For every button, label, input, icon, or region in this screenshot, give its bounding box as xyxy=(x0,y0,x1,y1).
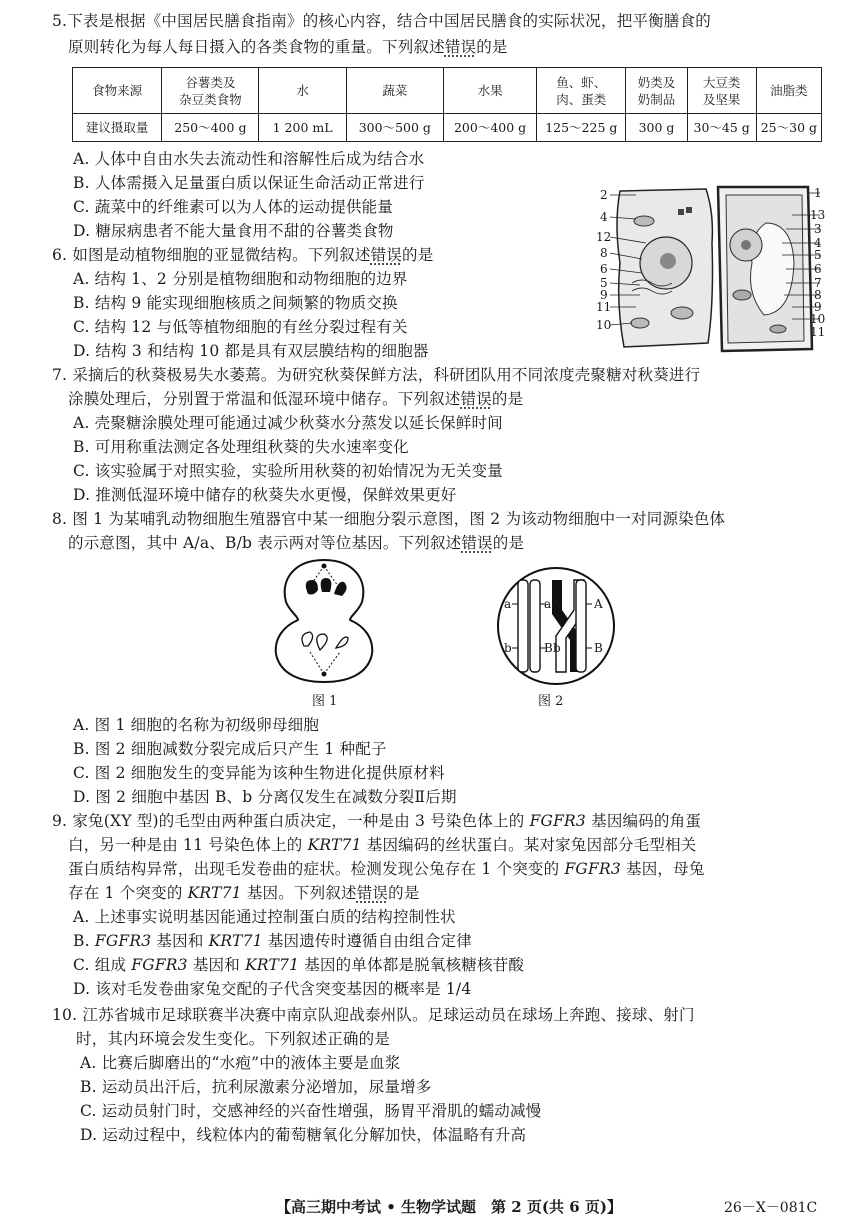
chromosome-drawing xyxy=(490,566,622,686)
figure-label: 5 xyxy=(814,248,822,262)
page-footer: 【高三期中考试 • 生物学试题 第 2 页(共 6 页)】 xyxy=(276,1198,622,1216)
gene-name: FGFR3 xyxy=(564,860,621,878)
figure-label: 12 xyxy=(596,230,612,244)
figure-label: 6 xyxy=(814,262,822,276)
table-header-cell: 食物来源 xyxy=(73,68,162,114)
figure-label: 10 xyxy=(596,318,612,332)
figure-label: 7 xyxy=(814,276,822,290)
paper-code: 26－X－081C xyxy=(724,1200,818,1216)
figure-label: 2 xyxy=(600,188,608,202)
table-header-cell: 大豆类 及坚果 xyxy=(687,68,756,114)
q10-option-a: A. 比赛后脚磨出的“水疱”中的液体主要是血浆 xyxy=(80,1054,401,1072)
q5-stem-line2: 原则转化为每人每日摄入的各类食物的重量。下列叙述错误的是 xyxy=(68,38,508,56)
q5-stem-line1: 5.下表是根据《中国居民膳食指南》的核心内容，结合中国居民膳食的实际状况，把平衡膳食的 xyxy=(52,12,711,30)
allele-label: b xyxy=(504,641,512,655)
figure-2-caption: 图 2 xyxy=(538,694,564,709)
q8-emphasis: 错误 xyxy=(461,534,493,552)
table-cell: 250～400 g xyxy=(162,114,259,142)
table-cell: 125～225 g xyxy=(537,114,626,142)
table-header-cell: 水 xyxy=(259,68,346,114)
q9-stem-line4: 存在 1 个突变的 KRT71 基因。下列叙述错误的是 xyxy=(68,884,420,902)
q9-option-a: A. 上述事实说明基因能通过控制蛋白质的结构控制性状 xyxy=(73,908,456,926)
q7-stem-line2: 涂膜处理后，分别置于常温和低湿环境中储存。下列叙述错误的是 xyxy=(68,390,524,408)
table-header-cell: 谷薯类及 杂豆类食物 xyxy=(162,68,259,114)
cell-structure-figure xyxy=(596,183,828,355)
table-header-cell: 鱼、虾、 肉、蛋类 xyxy=(537,68,626,114)
q8-option-c: C. 图 2 细胞发生的变异能为该种生物进化提供原材料 xyxy=(73,764,445,782)
q6-option-d: D. 结构 3 和结构 10 都是具有双层膜结构的细胞器 xyxy=(73,342,429,360)
q6-option-c: C. 结构 12 与低等植物细胞的有丝分裂过程有关 xyxy=(73,318,408,336)
figure-label: 4 xyxy=(814,236,822,250)
q5-option-a: A. 人体中自由水失去流动性和溶解性后成为结合水 xyxy=(73,150,425,168)
q5-option-d: D. 糖尿病患者不能大量食用不甜的谷薯类食物 xyxy=(73,222,394,240)
q10-stem-line1: 10. 江苏省城市足球联赛半决赛中南京队迎战泰州队。足球运动员在球场上奔跑、接球、射门 xyxy=(52,1006,695,1024)
figure-label: 9 xyxy=(600,288,608,302)
figure-label: 5 xyxy=(600,276,608,290)
figure-label: 6 xyxy=(600,262,608,276)
figure-label: 11 xyxy=(810,325,826,339)
figure-1-caption: 图 1 xyxy=(312,694,338,709)
figure-2-chromosomes xyxy=(490,566,622,686)
q9-option-d: D. 该对毛发卷曲家兔交配的子代含突变基因的概率是 1/4 xyxy=(73,980,472,998)
table-cell: 1 200 mL xyxy=(259,114,346,142)
q8-stem-line2: 的示意图，其中 A/a、B/b 表示两对等位基因。下列叙述错误的是 xyxy=(68,534,525,552)
figure-label: 9 xyxy=(814,300,822,314)
allele-label: B xyxy=(594,641,603,655)
gene-name: FGFR3 xyxy=(529,812,586,830)
figure-label: 4 xyxy=(600,210,608,224)
q10-stem-line2: 时，其内环境会发生变化。下列叙述正确的是 xyxy=(76,1030,391,1048)
q9-option-b: B. FGFR3 基因和 KRT71 基因遗传时遵循自由组合定律 xyxy=(73,932,472,950)
figure-label: 10 xyxy=(810,312,826,326)
allele-label: A xyxy=(552,597,561,611)
table-cell: 30～45 g xyxy=(687,114,756,142)
q6-option-a: A. 结构 1、2 分别是植物细胞和动物细胞的边界 xyxy=(73,270,408,288)
q7-option-a: A. 壳聚糖涂膜处理可能通过减少秋葵水分蒸发以延长保鲜时间 xyxy=(73,414,503,432)
table-header-cell: 奶类及 奶制品 xyxy=(626,68,687,114)
dividing-cell-drawing xyxy=(264,556,384,686)
q10-option-c: C. 运动员射门时，交感神经的兴奋性增强，肠胃平滑肌的蠕动减慢 xyxy=(80,1102,542,1120)
table-header-cell: 油脂类 xyxy=(756,68,821,114)
q8-option-b: B. 图 2 细胞减数分裂完成后只产生 1 种配子 xyxy=(73,740,387,758)
allele-label: b xyxy=(553,641,561,655)
figure-label: 1 xyxy=(814,186,822,200)
q6-option-b: B. 结构 9 能实现细胞核质之间频繁的物质交换 xyxy=(73,294,398,312)
q7-stem-line1: 7. 采摘后的秋葵极易失水萎蔫。为研究秋葵保鲜方法，科研团队用不同浓度壳聚糖对秋葵进行 xyxy=(52,366,701,384)
q8-option-a: A. 图 1 细胞的名称为初级卵母细胞 xyxy=(73,716,320,734)
table-cell: 建议摄取量 xyxy=(73,114,162,142)
q5-option-c: C. 蔬菜中的纤维素可以为人体的运动提供能量 xyxy=(73,198,394,216)
table-cell: 200～400 g xyxy=(443,114,536,142)
table-row xyxy=(73,114,822,142)
q7-option-b: B. 可用称重法测定各处理组秋葵的失水速率变化 xyxy=(73,438,409,456)
food-intake-table xyxy=(72,67,822,142)
table-cell: 300～500 g xyxy=(346,114,443,142)
cell-diagram xyxy=(596,183,828,355)
allele-label: a xyxy=(544,597,552,611)
table-header-row xyxy=(73,68,822,114)
q8-option-d: D. 图 2 细胞中基因 B、b 分离仅发生在减数分裂Ⅱ后期 xyxy=(73,788,457,806)
gene-name: KRT71 xyxy=(307,836,362,854)
q9-option-c: C. 组成 FGFR3 基因和 KRT71 基因的单体都是脱氧核糖核苷酸 xyxy=(73,956,525,974)
q9-stem-line2: 白，另一种是由 11 号染色体上的 KRT71 基因编码的丝状蛋白。某对家兔因部分毛型相关 xyxy=(68,836,697,854)
q9-stem-line1: 9. 家兔(XY 型)的毛型由两种蛋白质决定，一种是由 3 号染色体上的 FGFR3 基因编码的角蛋 xyxy=(52,812,702,830)
allele-label: B xyxy=(544,641,553,655)
allele-label: a xyxy=(504,597,512,611)
q8-stem-line1: 8. 图 1 为某哺乳动物细胞生殖器官中某一细胞分裂示意图，图 2 为该动物细胞中一对同源染色体 xyxy=(52,510,726,528)
q10-option-d: D. 运动过程中，线粒体内的葡萄糖氧化分解加快，体温略有升高 xyxy=(80,1126,527,1144)
q7-option-c: C. 该实验属于对照实验，实验所用秋葵的初始情况为无关变量 xyxy=(73,462,503,480)
figure-label: 8 xyxy=(600,246,608,260)
gene-name: KRT71 xyxy=(187,884,242,902)
q5-emphasis: 错误 xyxy=(444,38,477,56)
q9-emphasis: 错误 xyxy=(356,884,389,902)
figure-label: 13 xyxy=(810,208,826,222)
q7-option-d: D. 推测低湿环境中储存的秋葵失水更慢，保鲜效果更好 xyxy=(73,486,457,504)
figure-label: 8 xyxy=(814,288,822,302)
figure-label: 11 xyxy=(596,300,612,314)
q9-stem-line3: 蛋白质结构异常，出现毛发卷曲的症状。检测发现公兔存在 1 个突变的 FGFR3 基因，母兔 xyxy=(68,860,705,878)
allele-label: A xyxy=(594,597,603,611)
q10-option-b: B. 运动员出汗后，抗利尿激素分泌增加，尿量增多 xyxy=(80,1078,432,1096)
table-cell: 300 g xyxy=(626,114,687,142)
q6-emphasis: 错误 xyxy=(370,246,403,264)
figure-label: 3 xyxy=(814,222,822,236)
table-header-cell: 水果 xyxy=(443,68,536,114)
q5-option-b: B. 人体需摄入足量蛋白质以保证生命活动正常进行 xyxy=(73,174,425,192)
table-cell: 25～30 g xyxy=(756,114,821,142)
figure-1-dividing-cell xyxy=(264,556,384,686)
q6-stem: 6. 如图是动植物细胞的亚显微结构。下列叙述错误的是 xyxy=(52,246,434,264)
table-header-cell: 蔬菜 xyxy=(346,68,443,114)
q7-emphasis: 错误 xyxy=(460,390,492,408)
